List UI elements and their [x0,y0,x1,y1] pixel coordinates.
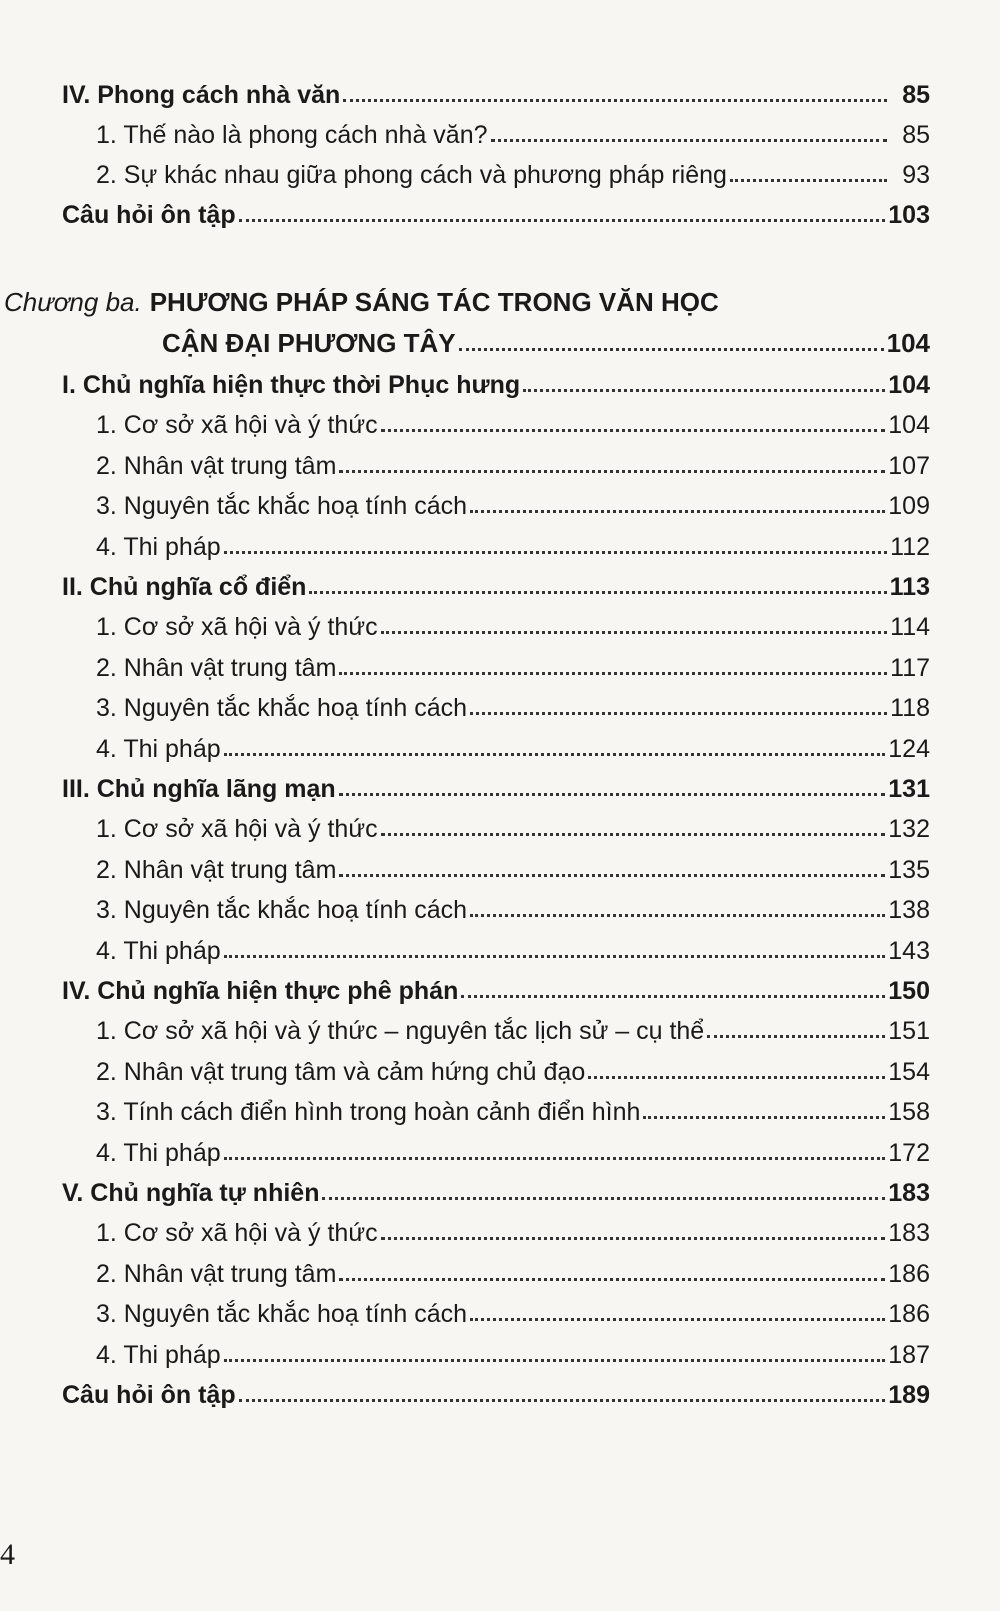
leader-dots [339,469,885,473]
page-number: 4 [0,1538,15,1571]
leader-dots [470,913,885,917]
toc-entry [0,1136,1000,1170]
toc-entry-label: 2. Nhân vật trung tâm [96,653,337,682]
toc-entry [0,489,1000,523]
toc-entry [0,893,1000,927]
toc-entry-page: 124 [888,734,930,763]
toc-entry-page: 113 [889,573,930,601]
toc-entry-page: 183 [888,1219,930,1248]
toc-entry-page: 189 [888,1381,930,1409]
leader-dots [224,752,886,756]
toc-entry [0,198,1000,232]
toc-entry-page: 138 [888,896,930,925]
chapter-page: 104 [886,328,930,358]
toc-entry [0,853,1000,887]
toc-entry [0,934,1000,968]
toc-entry-label: III. Chủ nghĩa lãng mạn [62,775,336,803]
toc-entry-page: 158 [888,1098,930,1127]
toc-entry-page: 104 [888,371,930,399]
chapter-heading-continued [0,326,1000,360]
toc-entry-page: 186 [888,1259,930,1288]
toc-entry [0,1257,1000,1291]
toc-entry [0,651,1000,685]
leader-dots [381,1236,886,1240]
toc-entry-page: 135 [888,855,930,884]
toc-entry [0,1095,1000,1129]
toc-entry [0,812,1000,846]
toc-entry [0,772,1000,806]
leader-dots [224,1358,886,1362]
leader-dots [381,832,886,836]
leader-dots [381,630,887,634]
toc-entry-page: 186 [888,1300,930,1329]
toc-entry-page: 150 [888,977,930,1005]
toc-entry-page: 172 [888,1138,930,1167]
leader-dots [643,1115,885,1119]
toc-entry-page: 85 [902,121,930,149]
toc-entry-label: 2. Sự khác nhau giữa phong cách và phương pháp riêng [96,161,727,189]
leader-dots [381,428,886,432]
toc-entry-label: 2. Nhân vật trung tâm [96,855,337,884]
chapter-title-line2: CẬN ĐẠI PHƯƠNG TÂY [162,328,456,358]
toc-entry-label: 1. Cơ sở xã hội và ý thức [96,613,378,642]
toc-entry-label: 1. Thế nào là phong cách nhà văn? [96,121,488,149]
toc-entry-page: 143 [888,936,930,965]
toc-entry-page: 187 [888,1340,930,1369]
leader-dots [470,509,885,513]
toc-entry [0,732,1000,766]
toc-entry-label: V. Chủ nghĩa tự nhiên [62,1179,320,1207]
toc-entry-page: 85 [902,81,930,109]
toc-entry [0,974,1000,1008]
leader-dots [470,711,887,715]
toc-entry-page: 131 [888,775,930,803]
toc-entry-page: 117 [890,653,930,682]
toc-entry [0,158,1000,192]
toc-entry-label: 1. Cơ sở xã hội và ý thức [96,815,378,844]
toc-entry-label: II. Chủ nghĩa cổ điển [62,573,307,601]
chapter-heading [0,285,1000,319]
leader-dots [343,98,887,102]
leader-dots [470,1317,885,1321]
leader-dots [491,138,887,142]
leader-dots [707,1034,885,1038]
toc-entry-label: 4. Thi pháp [96,1340,221,1369]
toc-entry [0,691,1000,725]
leader-dots [339,1277,885,1281]
toc-entry-label: 2. Nhân vật trung tâm và cảm hứng chủ đạo [96,1057,586,1086]
leader-dots [730,178,887,182]
toc-entry-page: 183 [888,1179,930,1207]
toc-entry-label: 3. Tính cách điển hình trong hoàn cảnh điển hình [96,1098,641,1127]
leader-dots [224,1156,886,1160]
toc-entry [0,570,1000,604]
chapter-title-line1: PHƯƠNG PHÁP SÁNG TÁC TRONG VĂN HỌC [149,287,719,317]
toc-entry-label: Câu hỏi ôn tập [62,201,236,229]
toc-entry [0,1216,1000,1250]
toc-entry [0,1014,1000,1048]
toc-entry-label: 4. Thi pháp [96,734,221,763]
toc-entry-page: 112 [890,532,930,561]
toc-entry-page: 118 [890,694,930,723]
toc-entry-page: 103 [888,201,930,229]
leader-dots [322,1196,885,1200]
toc-entry-label: 3. Nguyên tắc khắc hoạ tính cách [96,896,468,925]
toc-entry-label: IV. Phong cách nhà văn [62,81,341,109]
toc-entry-label: 2. Nhân vật trung tâm [96,451,337,480]
leader-dots [339,792,886,796]
toc-entry [0,118,1000,152]
leader-dots [224,550,887,554]
toc-entry-label: IV. Chủ nghĩa hiện thực phê phán [62,977,459,1005]
leader-dots [459,347,884,351]
leader-dots [224,954,886,958]
toc-entry-page: 109 [888,492,930,521]
leader-dots [239,218,886,222]
toc-entry-label: 3. Nguyên tắc khắc hoạ tính cách [96,694,468,723]
leader-dots [588,1075,885,1079]
toc-entry [0,1378,1000,1412]
toc-entry-label: 1. Cơ sở xã hội và ý thức [96,1219,378,1248]
toc-entry-label: 4. Thi pháp [96,1138,221,1167]
toc-entry-label: 3. Nguyên tắc khắc hoạ tính cách [96,492,468,521]
toc-entry [0,530,1000,564]
toc-entry [0,1176,1000,1210]
toc-entry [0,1297,1000,1331]
toc-entry [0,408,1000,442]
leader-dots [309,590,886,594]
toc-entry-label: 4. Thi pháp [96,936,221,965]
toc-entry-label: I. Chủ nghĩa hiện thực thời Phục hưng [62,371,521,399]
toc-entry [0,1055,1000,1089]
toc-entry-label: 4. Thi pháp [96,532,221,561]
toc-entry [0,368,1000,402]
toc-entry-page: 107 [888,451,930,480]
toc-entry-label: 1. Cơ sở xã hội và ý thức [96,411,378,440]
leader-dots [339,873,885,877]
toc-entry-label: 2. Nhân vật trung tâm [96,1259,337,1288]
toc-entry-page: 132 [888,815,930,844]
leader-dots [461,994,885,998]
leader-dots [239,1398,886,1402]
toc-entry-label: Câu hỏi ôn tập [62,1381,236,1409]
toc-entry-page: 93 [902,161,930,189]
leader-dots [339,671,887,675]
toc-entry-page: 154 [888,1057,930,1086]
toc-entry [0,449,1000,483]
toc-entry-label: 1. Cơ sở xã hội và ý thức – nguyên tắc lịch sử – cụ thể [96,1017,705,1046]
toc-entry-page: 104 [888,411,930,440]
toc-entry-page: 151 [888,1017,930,1046]
toc-entry [0,1338,1000,1372]
toc-entry-page: 114 [890,613,930,642]
chapter-prefix: Chương ba. [4,287,142,317]
leader-dots [523,388,885,392]
toc-entry [0,78,1000,112]
toc-entry [0,610,1000,644]
toc-entry-label: 3. Nguyên tắc khắc hoạ tính cách [96,1300,468,1329]
